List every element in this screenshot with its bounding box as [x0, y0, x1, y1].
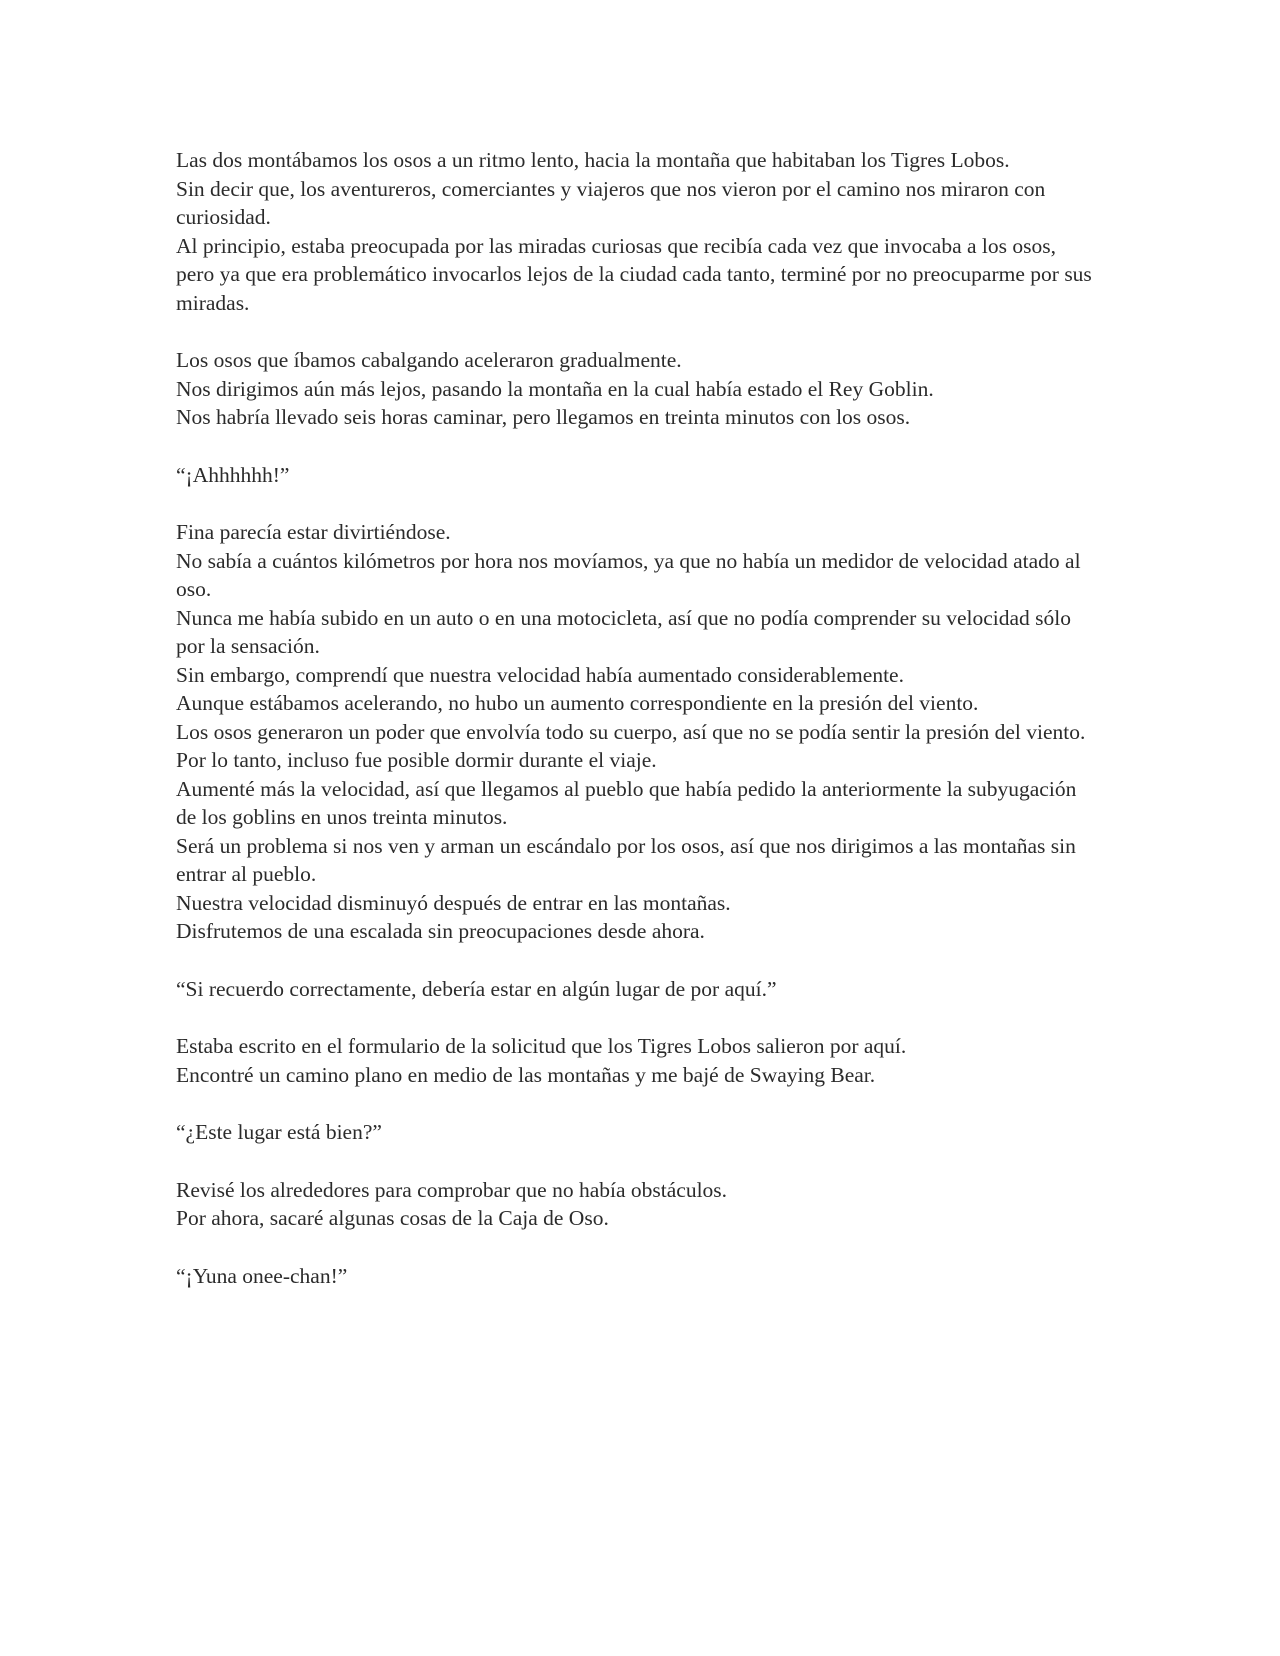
text-line: Revisé los alrededores para comprobar que no había obstáculos.	[176, 1177, 728, 1202]
text-line: No sabía a cuántos kilómetros por hora nos movíamos, ya que no había un medidor de velocidad atado al oso.	[176, 548, 1081, 601]
text-line: “¡Yuna onee-chan!”	[176, 1263, 348, 1288]
text-line: Los osos generaron un poder que envolvía todo su cuerpo, así que no se podía sentir la presión del viento.	[176, 719, 1086, 744]
document-page	[176, 146, 1096, 1319]
dialogue-line	[176, 1118, 1096, 1147]
text-line: Estaba escrito en el formulario de la solicitud que los Tigres Lobos salieron por aquí.	[176, 1034, 907, 1058]
text-line: Aumenté más la velocidad, así que llegamos al pueblo que había pedido la anteriormente la subyugación de los goblins en unos treinta minutos.	[176, 776, 1077, 829]
text-line: Sin embargo, comprendí que nuestra velocidad había aumentado considerablemente.	[176, 662, 904, 687]
paragraph	[176, 518, 1096, 946]
dialogue-line	[176, 1262, 1096, 1291]
dialogue-line	[176, 461, 1096, 490]
text-line: Será un problema si nos ven y arman un escándalo por los osos, así que nos dirigimos a las montañas sin entrar al pueblo.	[176, 833, 1076, 886]
text-line: Sin decir que, los aventureros, comerciantes y viajeros que nos vieron por el camino nos miraron con curiosidad.	[176, 176, 1046, 229]
text-line: Nunca me había subido en un auto o en una motocicleta, así que no podía comprender su velocidad sólo por la sensación.	[176, 605, 1071, 658]
text-line: Encontré un camino plano en medio de las montañas y me bajé de Swaying Bear.	[176, 1062, 876, 1087]
text-line: “Si recuerdo correctamente, debería estar en algún lugar de por aquí.”	[176, 976, 777, 1001]
paragraph	[176, 1032, 1096, 1089]
text-line: Por ahora, sacaré algunas cosas de la Caja de Oso.	[176, 1206, 609, 1230]
text-line: Nos dirigimos aún más lejos, pasando la montaña en la cual había estado el Rey Goblin.	[176, 376, 934, 401]
paragraph	[176, 146, 1096, 317]
text-line: “¡Ahhhhhh!”	[176, 462, 290, 487]
text-line: Disfrutemos de una escalada sin preocupaciones desde ahora.	[176, 919, 705, 943]
text-line: Al principio, estaba preocupada por las miradas curiosas que recibía cada vez que invocaba a los osos, pero ya que era problemático invocarlos lejos de la ciudad cada tanto, terminé por no preocuparme por sus miradas.	[176, 233, 1092, 315]
text-line: Las dos montábamos los osos a un ritmo lento, hacia la montaña que habitaban los Tigres Lobos.	[176, 148, 1010, 172]
dialogue-line	[176, 975, 1096, 1004]
text-line: Por lo tanto, incluso fue posible dormir durante el viaje.	[176, 748, 657, 772]
paragraph	[176, 1176, 1096, 1233]
text-line: Aunque estábamos acelerando, no hubo un aumento correspondiente en la presión del viento.	[176, 691, 979, 715]
text-line: Los osos que íbamos cabalgando aceleraron gradualmente.	[176, 348, 682, 372]
text-line: Nos habría llevado seis horas caminar, pero llegamos en treinta minutos con los osos.	[176, 405, 911, 429]
text-line: Fina parecía estar divirtiéndose.	[176, 520, 451, 544]
paragraph	[176, 346, 1096, 432]
text-line: “¿Este lugar está bien?”	[176, 1120, 382, 1144]
text-line: Nuestra velocidad disminuyó después de entrar en las montañas.	[176, 890, 731, 915]
